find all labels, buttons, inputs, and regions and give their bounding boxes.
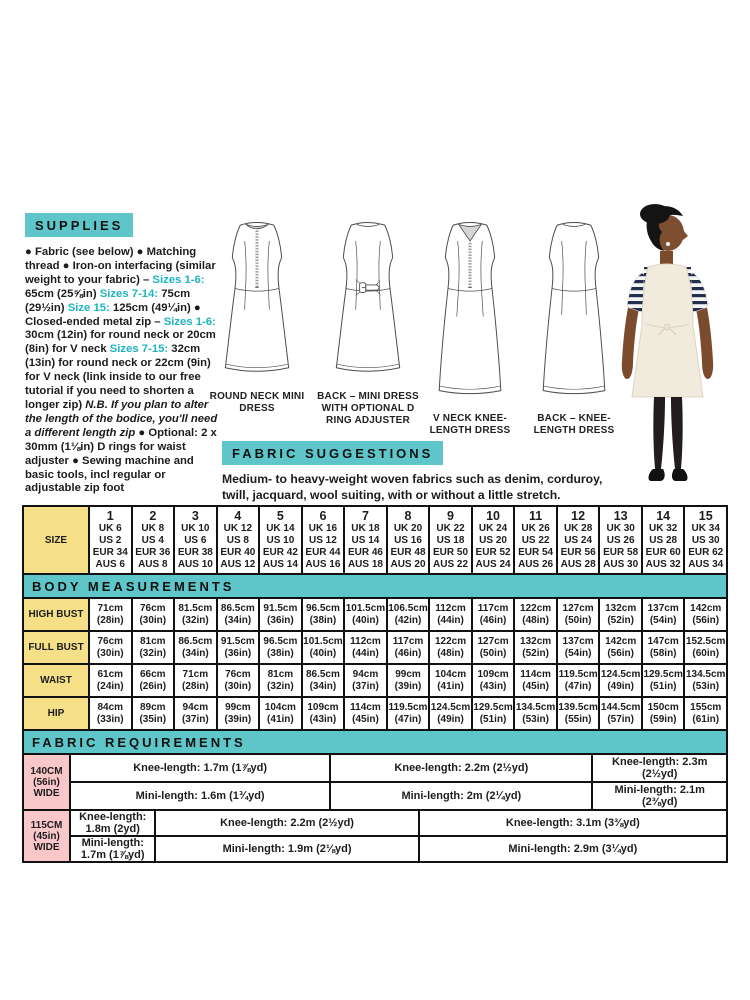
measurement-cell: 106.5cm (42in) xyxy=(388,599,429,630)
measurement-cell: 76cm (30in) xyxy=(218,665,259,696)
measurement-row-label: HIGH BUST xyxy=(24,599,88,630)
measurement-cell: 109cm (43in) xyxy=(473,665,514,696)
measurement-cell: 101.5cm (40in) xyxy=(345,599,386,630)
measurement-cell: 91.5cm (36in) xyxy=(260,599,301,630)
measurement-cell: 137cm (54in) xyxy=(558,632,599,663)
back-mini-dress-figure xyxy=(311,218,425,428)
measurement-cell: 109cm (43in) xyxy=(303,698,344,729)
fabric-requirement-cell: Mini-length: 1.9m (2⅛yd) xyxy=(156,837,417,861)
measurement-cell: 91.5cm (36in) xyxy=(218,632,259,663)
measurement-cell: 117cm (46in) xyxy=(388,632,429,663)
size-column-5: 5 UK 14 US 10 EUR 42 AUS 14 xyxy=(260,507,301,573)
body-measurements-table xyxy=(22,597,728,731)
measurement-cell: 101.5cm (40in) xyxy=(303,632,344,663)
fabric-requirements-header: FABRIC REQUIREMENTS xyxy=(22,729,728,755)
measurement-cell: 139.5cm (55in) xyxy=(558,698,599,729)
measurement-cell: 137cm (54in) xyxy=(643,599,684,630)
supplies-text: ● Fabric (see below) ● Matching thread ● Iron-on interfacing (similar weight to your fabric) – Sizes 1-6: 65cm (25⅝in) Sizes 7-14: 75cm (29½in) Size 15: 125cm (49¼in) ● Closed-ended metal zip – Sizes 1-6: 30cm (12in) for round neck or 20cm (8in) for V neck Sizes 7-15: 32cm (13in) for round neck or 22cm (9in) for V neck (link inside to our free tutorial if you need to shorten a longer zip) N.B. If you plan to alter the length of the bodice, you'll need a different length zip ● Optional: 2 x 30mm (1⅛in) D rings for waist adjuster ● Sewing machine and basic tools, incl regular or adjustable zip foot xyxy=(25,246,218,495)
fabric-requirements-140cm-table xyxy=(22,753,728,811)
measurement-cell: 89cm (35in) xyxy=(133,698,174,729)
measurement-cell: 144.5cm (57in) xyxy=(600,698,641,729)
size-column-15: 15 UK 34 US 30 EUR 62 AUS 34 xyxy=(685,507,726,573)
measurement-cell: 76cm (30in) xyxy=(90,632,131,663)
measurement-cell: 71cm (28in) xyxy=(90,599,131,630)
model-right-shoe xyxy=(672,469,688,481)
measurement-cell: 76cm (30in) xyxy=(133,599,174,630)
measurement-cell: 129.5cm (51in) xyxy=(643,665,684,696)
measurement-cell: 142cm (56in) xyxy=(685,599,726,630)
fabric-requirement-cell: Knee-length: 2.2m (2½yd) xyxy=(331,755,591,781)
measurement-cell: 114cm (45in) xyxy=(515,665,556,696)
size-column-9: 9 UK 22 US 18 EUR 50 AUS 22 xyxy=(430,507,471,573)
size-column-2: 2 UK 8 US 4 EUR 36 AUS 8 xyxy=(133,507,174,573)
measurement-cell: 134.5cm (53in) xyxy=(685,665,726,696)
fabric-requirement-cell: Knee-length: 2.2m (2½yd) xyxy=(156,811,417,835)
size-column-1: 1 UK 6 US 2 EUR 34 AUS 6 xyxy=(90,507,131,573)
measurement-cell: 129.5cm (51in) xyxy=(473,698,514,729)
size-column-6: 6 UK 16 US 12 EUR 44 AUS 16 xyxy=(303,507,344,573)
fabric-requirement-cell: Mini-length: 1.6m (1¾yd) xyxy=(71,783,329,809)
fabric-requirement-cell: Knee-length: 1.7m (1⅞yd) xyxy=(71,755,329,781)
fabric-suggestions-text: Medium- to heavy-weight woven fabrics such as denim, corduroy, twill, jacquard, wool suiting, with or without a little stretch. xyxy=(222,472,603,502)
measurement-cell: 112cm (44in) xyxy=(430,599,471,630)
measurement-cell: 71cm (28in) xyxy=(175,665,216,696)
v-neck-knee-dress-drawing xyxy=(426,218,514,403)
fabric-requirement-cell: Mini-length: 2m (2¼yd) xyxy=(331,783,591,809)
supplies-header: SUPPLIES xyxy=(25,213,133,237)
measurement-cell: 132cm (52in) xyxy=(515,632,556,663)
fabric-requirement-cell: Knee-length: 1.8m (2yd) xyxy=(71,811,154,835)
measurement-cell: 81cm (32in) xyxy=(133,632,174,663)
measurement-cell: 96.5cm (38in) xyxy=(260,632,301,663)
measurement-cell: 99cm (39in) xyxy=(218,698,259,729)
model-left-leg xyxy=(653,397,665,469)
measurement-cell: 150cm (59in) xyxy=(643,698,684,729)
size-column-7: 7 UK 18 US 14 EUR 46 AUS 18 xyxy=(345,507,386,573)
size-column-4: 4 UK 12 US 8 EUR 40 AUS 12 xyxy=(218,507,259,573)
measurement-cell: 152.5cm (60in) xyxy=(685,632,726,663)
measurement-cell: 142cm (56in) xyxy=(600,632,641,663)
fabric-requirements-115cm-table xyxy=(22,809,728,863)
measurement-cell: 61cm (24in) xyxy=(90,665,131,696)
measurement-cell: 134.5cm (53in) xyxy=(515,698,556,729)
measurement-cell: 155cm (61in) xyxy=(685,698,726,729)
fabric-requirement-cell: Mini-length: 2.1m (2⅜yd) xyxy=(593,783,726,809)
measurement-cell: 124.5cm (49in) xyxy=(430,698,471,729)
fabric-suggestions-section xyxy=(222,441,614,504)
measurement-cell: 99cm (39in) xyxy=(388,665,429,696)
model-left-shoe xyxy=(649,469,665,481)
back-mini-dress-drawing xyxy=(324,218,412,381)
fabric-suggestions-header: FABRIC SUGGESTIONS xyxy=(222,441,443,465)
model-right-leg xyxy=(671,397,683,469)
measurement-cell: 86.5cm (34in) xyxy=(218,599,259,630)
drawing-label: BACK – MINI DRESS WITH OPTIONAL D RING ADJUSTER xyxy=(317,391,419,427)
measurement-cell: 81.5cm (32in) xyxy=(175,599,216,630)
measurement-cell: 119.5cm (47in) xyxy=(558,665,599,696)
model-earring xyxy=(666,242,670,246)
measurement-cell: 104cm (41in) xyxy=(260,698,301,729)
round-neck-mini-dress-drawing xyxy=(213,218,301,381)
round-neck-mini-dress-figure xyxy=(206,218,308,415)
measurement-cell: 84cm (33in) xyxy=(90,698,131,729)
model-hair-bun xyxy=(640,204,670,224)
fabric-requirement-cell: Mini-length: 2.9m (3¼yd) xyxy=(420,837,726,861)
measurement-cell: 132cm (52in) xyxy=(600,599,641,630)
measurement-cell: 127cm (50in) xyxy=(558,599,599,630)
measurement-cell: 122cm (48in) xyxy=(430,632,471,663)
measurement-cell: 127cm (50in) xyxy=(473,632,514,663)
size-column-11: 11 UK 26 US 22 EUR 54 AUS 26 xyxy=(515,507,556,573)
fabric-requirement-cell: Knee-length: 3.1m (3⅜yd) xyxy=(420,811,726,835)
v-neck-knee-dress-figure xyxy=(415,218,525,437)
size-table-corner-label: SIZE xyxy=(24,507,88,573)
measurement-cell: 66cm (26in) xyxy=(133,665,174,696)
measurement-cell: 96.5cm (38in) xyxy=(303,599,344,630)
body-measurements-header: BODY MEASUREMENTS xyxy=(22,573,728,599)
measurement-cell: 86.5cm (34in) xyxy=(303,665,344,696)
measurement-cell: 124.5cm (49in) xyxy=(600,665,641,696)
fabric-requirement-cell: Knee-length: 2.3m (2½yd) xyxy=(593,755,726,781)
measurement-cell: 94cm (37in) xyxy=(345,665,386,696)
supplies-section xyxy=(25,213,221,496)
size-column-12: 12 UK 28 US 24 EUR 56 AUS 28 xyxy=(558,507,599,573)
size-column-14: 14 UK 32 US 28 EUR 60 AUS 32 xyxy=(643,507,684,573)
fabric-requirement-cell: Mini-length: 1.7m (1⅞yd) xyxy=(71,837,154,861)
measurement-row-label: HIP xyxy=(24,698,88,729)
measurement-row-label: WAIST xyxy=(24,665,88,696)
drawing-label: V NECK KNEE-LENGTH DRESS xyxy=(429,413,511,437)
measurement-cell: 112cm (44in) xyxy=(345,632,386,663)
measurement-cell: 104cm (41in) xyxy=(430,665,471,696)
size-column-10: 10 UK 24 US 20 EUR 52 AUS 24 xyxy=(473,507,514,573)
size-column-3: 3 UK 10 US 6 EUR 38 AUS 10 xyxy=(175,507,216,573)
size-column-13: 13 UK 30 US 26 EUR 58 AUS 30 xyxy=(600,507,641,573)
fabric-width-label: 140CM (56in) WIDE xyxy=(24,755,69,809)
model-photo xyxy=(598,203,748,503)
size-column-8: 8 UK 20 US 16 EUR 48 AUS 20 xyxy=(388,507,429,573)
measurement-cell: 119.5cm (47in) xyxy=(388,698,429,729)
fabric-width-label: 115CM (45in) WIDE xyxy=(24,811,69,861)
tables-block xyxy=(22,505,728,863)
measurement-cell: 147cm (58in) xyxy=(643,632,684,663)
measurement-cell: 86.5cm (34in) xyxy=(175,632,216,663)
drawing-label: BACK – KNEE-LENGTH DRESS xyxy=(533,413,615,437)
drawing-label: ROUND NECK MINI DRESS xyxy=(209,391,305,415)
measurement-cell: 122cm (48in) xyxy=(515,599,556,630)
measurement-cell: 81cm (32in) xyxy=(260,665,301,696)
measurement-row-label: FULL BUST xyxy=(24,632,88,663)
measurement-cell: 94cm (37in) xyxy=(175,698,216,729)
measurement-cell: 114cm (45in) xyxy=(345,698,386,729)
measurement-cell: 117cm (46in) xyxy=(473,599,514,630)
size-table xyxy=(22,505,728,575)
